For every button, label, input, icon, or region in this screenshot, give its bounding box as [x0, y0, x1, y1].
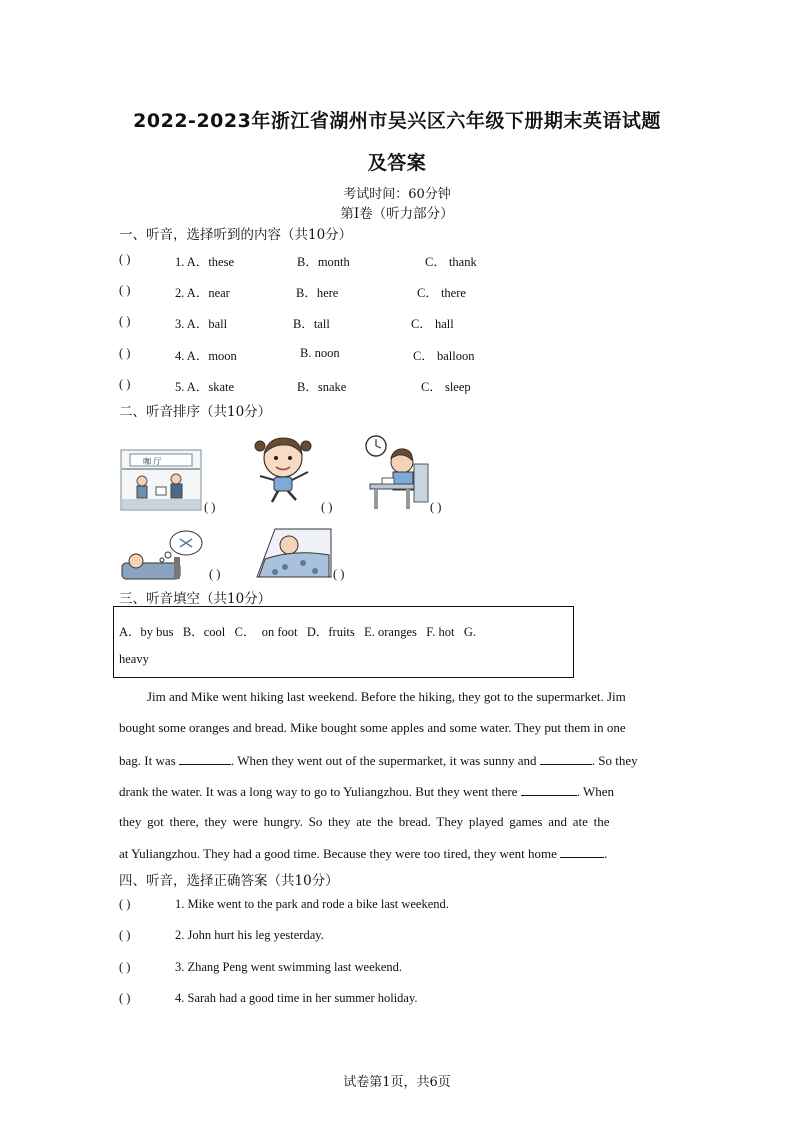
s1-q2-paren: ( ): [119, 283, 131, 297]
s1-q3-a: 3. A．ball: [175, 317, 228, 331]
passage-line-4: [119, 783, 614, 800]
s1-q1-c: C． thank: [425, 255, 477, 269]
s1-q2-a: 2. A．near: [175, 286, 230, 300]
blank-3[interactable]: [521, 783, 577, 796]
s1-q5-a: 5. A．skate: [175, 380, 235, 394]
section-3-heading: 三、听音填空（共10分）: [119, 591, 272, 607]
passage-line-3: [119, 752, 638, 769]
s1-q3-c: C． hall: [411, 317, 454, 331]
blank-4[interactable]: [560, 845, 604, 858]
s1-q5-c: C． sleep: [421, 380, 471, 394]
s4-q1-text: 1. Mike went to the park and rode a bike last weekend.: [175, 897, 449, 911]
title-line-2: 及答案: [367, 152, 427, 174]
s1-q4-b: B. noon: [300, 346, 340, 360]
child-in-bed-illustration: [255, 525, 333, 579]
s1-q2-b: B．here: [296, 286, 339, 300]
passage-line-5: they got there, they were hungry. So they ate the bread. They played games and ate the: [119, 814, 610, 829]
s4-q3-paren: ( ): [119, 960, 131, 974]
passage-line-4a: drank the water. It was a long way to go to Yuliangzhou. But they went there: [119, 784, 518, 799]
s1-q4-c: C． balloon: [413, 349, 475, 363]
title-line-1: 2022-2023年浙江省湖州市吴兴区六年级下册期末英语试题: [133, 110, 661, 132]
s1-q3-b: B．tall: [293, 317, 330, 331]
passage-line-1: Jim and Mike went hiking last weekend. Before the hiking, they got to the supermarket. Jim: [147, 689, 626, 704]
passage-line-3a: bag. It was: [119, 753, 176, 768]
passage-line-2: bought some oranges and bread. Mike bought some apples and some water. They put them in one: [119, 720, 626, 735]
s1-q5-paren: ( ): [119, 377, 131, 391]
s1-q2-c: C． there: [417, 286, 466, 300]
passage-line-6b: .: [604, 846, 608, 861]
s2-paren-5: ( ): [333, 567, 345, 581]
s4-q2-paren: ( ): [119, 928, 131, 942]
exam-time: 考试时间：60分钟: [343, 187, 451, 202]
s4-q1-paren: ( ): [119, 897, 131, 911]
s4-q2-text: 2. John hurt his leg yesterday.: [175, 928, 324, 942]
blank-1[interactable]: [179, 752, 231, 765]
volume-heading: 第Ⅰ卷（听力部分）: [340, 206, 454, 222]
cafe-scene-illustration: [120, 449, 202, 511]
s4-q4-text: 4. Sarah had a good time in her summer holiday.: [175, 991, 418, 1005]
passage-line-6: [119, 845, 607, 862]
section-2-heading: 二、听音排序（共10分）: [119, 404, 272, 420]
s1-q4-a: 4. A．moon: [175, 349, 237, 363]
s4-q4-paren: ( ): [119, 991, 131, 1005]
blank-2[interactable]: [540, 752, 592, 765]
s2-paren-4: ( ): [209, 567, 221, 581]
s1-q3-paren: ( ): [119, 314, 131, 328]
s2-paren-2: ( ): [321, 500, 333, 514]
page-footer: 试卷第1页，共6页: [343, 1075, 451, 1090]
s2-paren-3: ( ): [430, 500, 442, 514]
passage-line-6a: at Yuliangzhou. They had a good time. Because they were too tired, they went home: [119, 846, 557, 861]
s1-q5-b: B．snake: [297, 380, 347, 394]
s1-q1-a: 1. A．these: [175, 255, 235, 269]
s1-q1-paren: ( ): [119, 252, 131, 266]
s1-q4-paren: ( ): [119, 346, 131, 360]
boy-dreaming-illustration: [118, 527, 208, 581]
section-1-heading: 一、听音，选择听到的内容（共10分）: [119, 227, 353, 243]
section-4-heading: 四、听音，选择正确答案（共10分）: [119, 873, 339, 889]
passage-line-4b: . When: [576, 784, 615, 799]
s2-paren-1: ( ): [204, 500, 216, 514]
girl-running-illustration: [250, 432, 316, 504]
options-box: [113, 606, 574, 678]
passage-line-3b: . When they went out of the supermarket, it was sunny and: [230, 753, 537, 768]
cafe-sign-text: 咖 厅: [143, 457, 162, 466]
boy-at-desk-illustration: [364, 434, 432, 512]
s1-q1-b: B．month: [297, 255, 350, 269]
options-line-2: heavy: [119, 652, 149, 666]
s4-q3-text: 3. Zhang Peng went swimming last weekend.: [175, 960, 403, 974]
passage-line-3c: . So they: [591, 753, 638, 768]
options-line-1: A．by bus B．cool C． on foot D．fruits E. oranges F. hot G.: [119, 625, 476, 639]
